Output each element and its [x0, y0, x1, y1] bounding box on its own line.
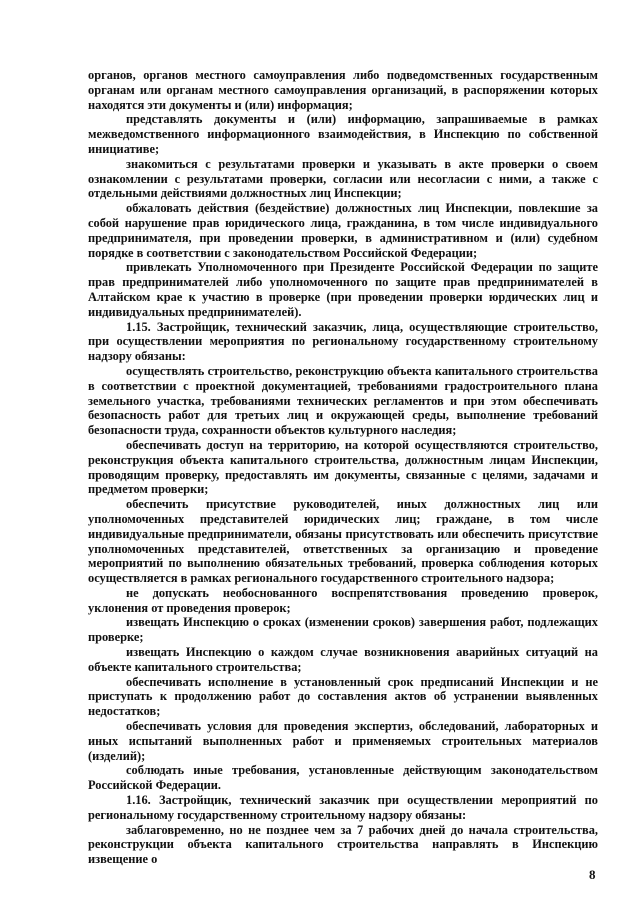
paragraph: заблаговременно, но не позднее чем за 7 рабочих дней до начала строительства, реконструкции объекта капитального строительства направлять в Инспекцию извещение о: [88, 822, 598, 867]
section-1-16-heading: 1.16. Застройщик, технический заказчик при осуществлении мероприятий по региональному государственному строительному надзору обязаны:: [88, 793, 598, 822]
paragraph: обжаловать действия (бездействие) должностных лиц Инспекции, повлекшие за собой нарушение прав юридического лица, гражданина, в том числе индивидуального предпринимателя, при проведении проверки, в административном и (или) судебном порядке в соответствии с законодательством Российской Федерации;: [88, 201, 598, 260]
section-1-15-heading: 1.15. Застройщик, технический заказчик, лица, осуществляющие строительство, при осуществлении мероприятия по региональному государственному строительному надзору обязаны:: [88, 319, 598, 364]
paragraph: обеспечивать условия для проведения экспертиз, обследований, лабораторных и иных испытаний выполненных работ и применяемых строительных материалов (изделий);: [88, 719, 598, 763]
paragraph: обеспечить присутствие руководителей, иных должностных лиц или уполномоченных представителей юридических лиц; граждане, в том числе индивидуальные предприниматели, обязаны присутствовать или обеспечить присутствие уполномоченных представителей, ответственных за организацию и проведение мероприятий по выполнению обязательных требований, проверка соблюдения которых осуществляется в рамках регионального государственного строительного надзора;: [88, 497, 598, 586]
body-text: [88, 68, 598, 867]
paragraph: знакомиться с результатами проверки и указывать в акте проверки о своем ознакомлении с результатами проверки, согласии или несогласии с ними, а также с отдельными действиями должностных лиц Инспекции;: [88, 156, 598, 201]
paragraph: извещать Инспекцию о каждом случае возникновения аварийных ситуаций на объекте капитального строительства;: [88, 645, 598, 674]
paragraph: обеспечивать исполнение в установленный срок предписаний Инспекции и не приступать к продолжению работ до составления актов об устранении выявленных недостатков;: [88, 674, 598, 719]
paragraph: обеспечивать доступ на территорию, на которой осуществляются строительство, реконструкция объекта капитального строительства, должностным лицам Инспекции, проводящим проверку, предоставлять им документы, связанные с целями, задачами и предметом проверки;: [88, 437, 598, 497]
paragraph-continuation: органов, органов местного самоуправления либо подведомственных государственным органам или органам местного самоуправления организаций, в распоряжении которых находятся эти документы и (или) информация;: [88, 68, 598, 112]
paragraph: соблюдать иные требования, установленные действующим законодательством Российской Федерации.: [88, 763, 598, 793]
page-number: 8: [589, 867, 596, 882]
paragraph: извещать Инспекцию о сроках (изменении сроков) завершения работ, подлежащих проверке;: [88, 615, 598, 645]
paragraph: осуществлять строительство, реконструкцию объекта капитального строительства в соответствии с проектной документацией, требованиями градостроительного плана земельного участка, требованиями технических регламентов и при этом обеспечивать безопасность работ для третьих лиц и окружающей среды, выполнение требований безопасности труда, сохранности объектов культурного наследия;: [88, 363, 598, 438]
paragraph: представлять документы и (или) информацию, запрашиваемые в рамках межведомственного информационного взаимодействия, в Инспекцию по собственной инициативе;: [88, 112, 598, 156]
paragraph: не допускать необоснованного воспрепятствования проведению проверок, уклонения от проведения проверок;: [88, 585, 598, 615]
paragraph: привлекать Уполномоченного при Президенте Российской Федерации по защите прав предпринимателей либо уполномоченного по защите прав предпринимателей в Алтайском крае к участию в проверке (при проведении проверки юрдических лиц и индивидуальных предпринимателей).: [88, 260, 598, 319]
